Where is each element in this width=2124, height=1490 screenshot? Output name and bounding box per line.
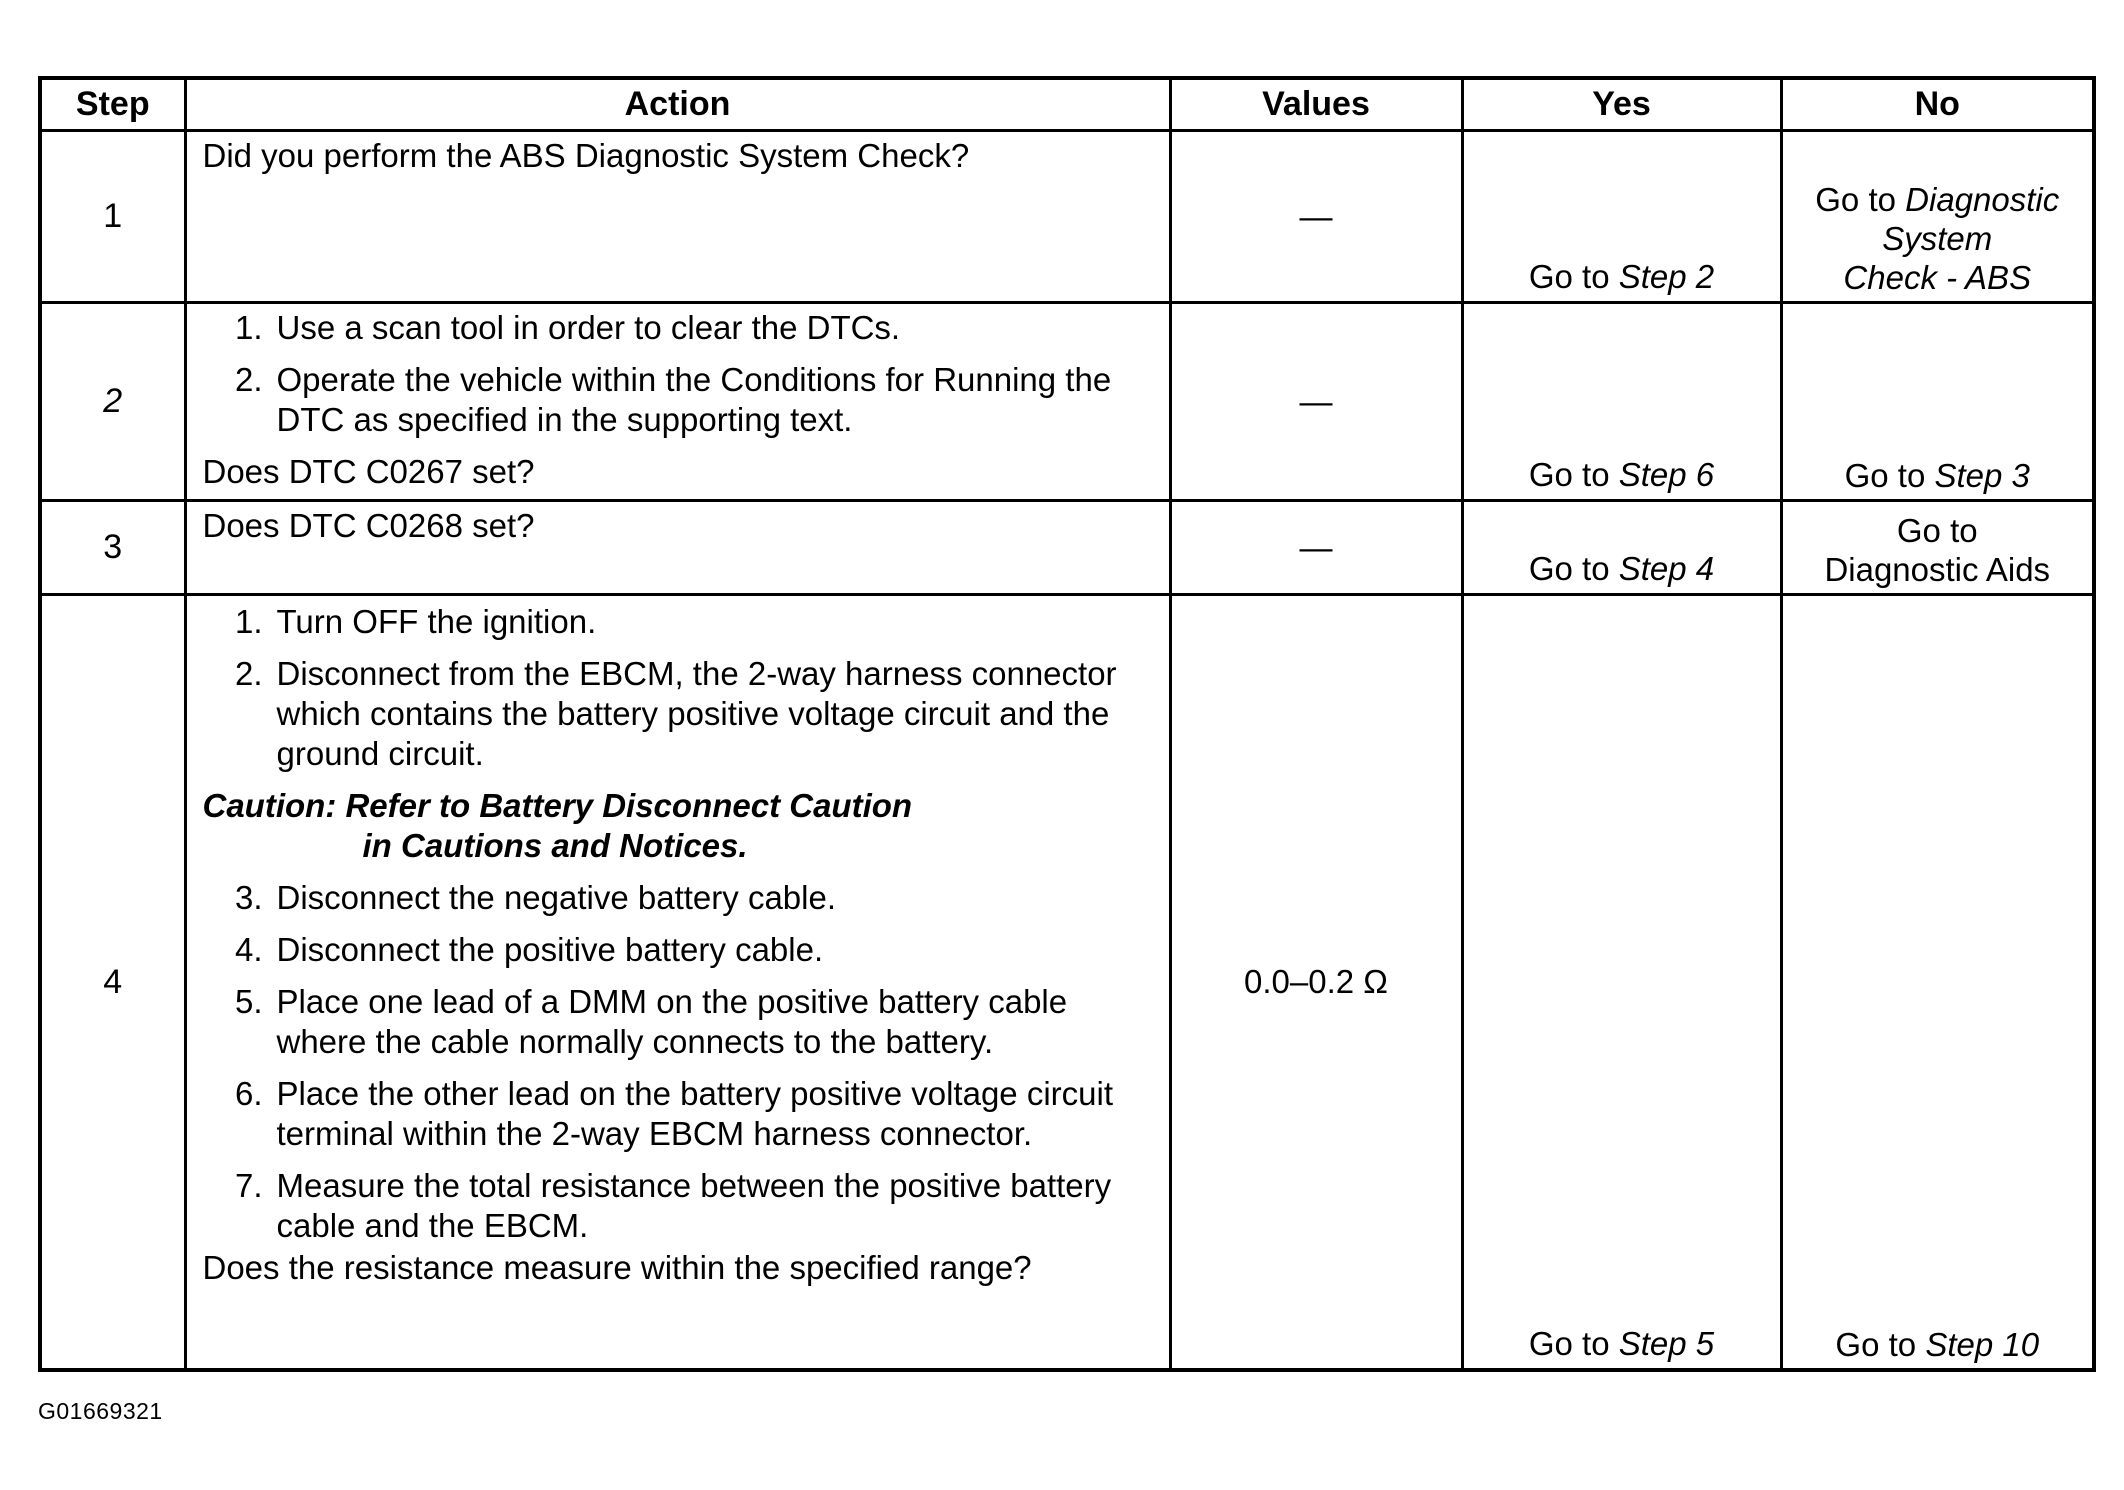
step-num: 5. <box>234 983 263 1020</box>
step-number: 4 <box>40 595 185 1371</box>
values-cell: 0.0–0.2 Ω <box>1170 595 1462 1371</box>
action-step <box>203 1074 1151 1154</box>
no-prefix: Go to <box>1835 1326 1926 1363</box>
table-row <box>40 303 2094 501</box>
action-question: Did you perform the ABS Diagnostic System Check? <box>202 137 970 174</box>
caution-note <box>203 786 1151 866</box>
step-num: 6. <box>234 1075 263 1112</box>
step-text: Turn OFF the ignition. <box>276 603 597 640</box>
step-text: Operate the vehicle within the Conditions for Running the DTC as specified in the supporting text. <box>276 361 1112 438</box>
step-number: 2 <box>40 303 185 501</box>
no-cell <box>1781 501 2094 595</box>
action-question: Does DTC C0268 set? <box>202 507 535 544</box>
step-text: Use a scan tool in order to clear the DTCs. <box>276 309 901 346</box>
no-step-link[interactable]: Step 3 <box>1934 457 2030 494</box>
action-step <box>203 930 1151 970</box>
yes-step-link[interactable]: Step 4 <box>1618 550 1715 587</box>
action-step <box>203 360 1151 440</box>
action-steps <box>203 878 1151 1246</box>
caution-line2: in Cautions and Notices. <box>362 827 748 864</box>
step-num: 1. <box>234 603 263 640</box>
no-link-line2[interactable]: System <box>1882 220 1993 257</box>
action-cell <box>185 595 1170 1371</box>
step-num: 2. <box>234 361 263 398</box>
header-values: Values <box>1170 78 1462 131</box>
values-cell: — <box>1170 131 1462 303</box>
step-num: 2. <box>234 655 263 692</box>
action-step <box>203 308 1151 348</box>
table-row <box>40 595 2094 1371</box>
no-cell <box>1781 595 2094 1371</box>
yes-cell <box>1462 303 1781 501</box>
caution-line1: Caution: Refer to Battery Disconnect Caution <box>202 787 913 824</box>
yes-cell <box>1462 131 1781 303</box>
step-text: Disconnect from the EBCM, the 2-way harness connector which contains the battery positive voltage circuit and the ground circuit. <box>276 655 1117 772</box>
action-step <box>203 1166 1151 1246</box>
header-step: Step <box>40 78 185 131</box>
step-text: Place the other lead on the battery positive voltage circuit terminal within the 2-way EBCM harness connector. <box>276 1075 1113 1152</box>
step-number: 1 <box>40 131 185 303</box>
step-num: 4. <box>234 931 263 968</box>
no-prefix: Go to <box>1844 457 1935 494</box>
no-line2-diagnostic-aids-link[interactable]: Diagnostic Aids <box>1824 551 2051 588</box>
step-text: Disconnect the positive battery cable. <box>276 931 824 968</box>
header-yes: Yes <box>1462 78 1781 131</box>
yes-step-link[interactable]: Step 2 <box>1618 258 1715 295</box>
step-text: Place one lead of a DMM on the positive battery cable where the cable normally connects to the battery. <box>276 983 1068 1060</box>
action-cell <box>185 303 1170 501</box>
action-question: Does DTC C0267 set? <box>202 453 535 490</box>
no-cell <box>1781 131 2094 303</box>
step-number: 3 <box>40 501 185 595</box>
step-num: 1. <box>234 309 263 346</box>
yes-prefix: Go to <box>1528 550 1619 587</box>
table-row <box>40 131 2094 303</box>
no-cell <box>1781 303 2094 501</box>
yes-prefix: Go to <box>1528 258 1619 295</box>
action-step <box>203 654 1151 774</box>
step-num: 3. <box>234 879 263 916</box>
step-text: Disconnect the negative battery cable. <box>276 879 837 916</box>
no-link-line3[interactable]: Check - ABS <box>1843 259 2032 296</box>
header-action: Action <box>185 78 1170 131</box>
action-steps <box>203 602 1151 774</box>
table-header-row <box>40 78 2094 131</box>
yes-cell <box>1462 595 1781 1371</box>
figure-id: G01669321 <box>38 1398 163 1424</box>
yes-step-link[interactable]: Step 5 <box>1618 1325 1715 1362</box>
no-link-line1[interactable]: Diagnostic <box>1905 181 2060 218</box>
table-row <box>40 501 2094 595</box>
action-question: Does the resistance measure within the specified range? <box>202 1249 1032 1286</box>
step-text: Measure the total resistance between the positive battery cable and the EBCM. <box>276 1167 1112 1244</box>
action-cell <box>185 501 1170 595</box>
values-cell: — <box>1170 303 1462 501</box>
action-steps <box>203 308 1151 440</box>
no-step-link[interactable]: Step 10 <box>1925 1326 2040 1363</box>
no-line1: Go to <box>1896 512 1978 549</box>
action-cell <box>185 131 1170 303</box>
yes-prefix: Go to <box>1528 456 1619 493</box>
yes-prefix: Go to <box>1528 1325 1619 1362</box>
step-num: 7. <box>234 1167 263 1204</box>
header-no: No <box>1781 78 2094 131</box>
no-prefix: Go to <box>1815 181 1906 218</box>
yes-step-link[interactable]: Step 6 <box>1618 456 1715 493</box>
action-step <box>203 982 1151 1062</box>
action-step <box>203 602 1151 642</box>
yes-cell <box>1462 501 1781 595</box>
diagnostic-table <box>38 76 2096 1372</box>
action-step <box>203 878 1151 918</box>
values-cell: — <box>1170 501 1462 595</box>
